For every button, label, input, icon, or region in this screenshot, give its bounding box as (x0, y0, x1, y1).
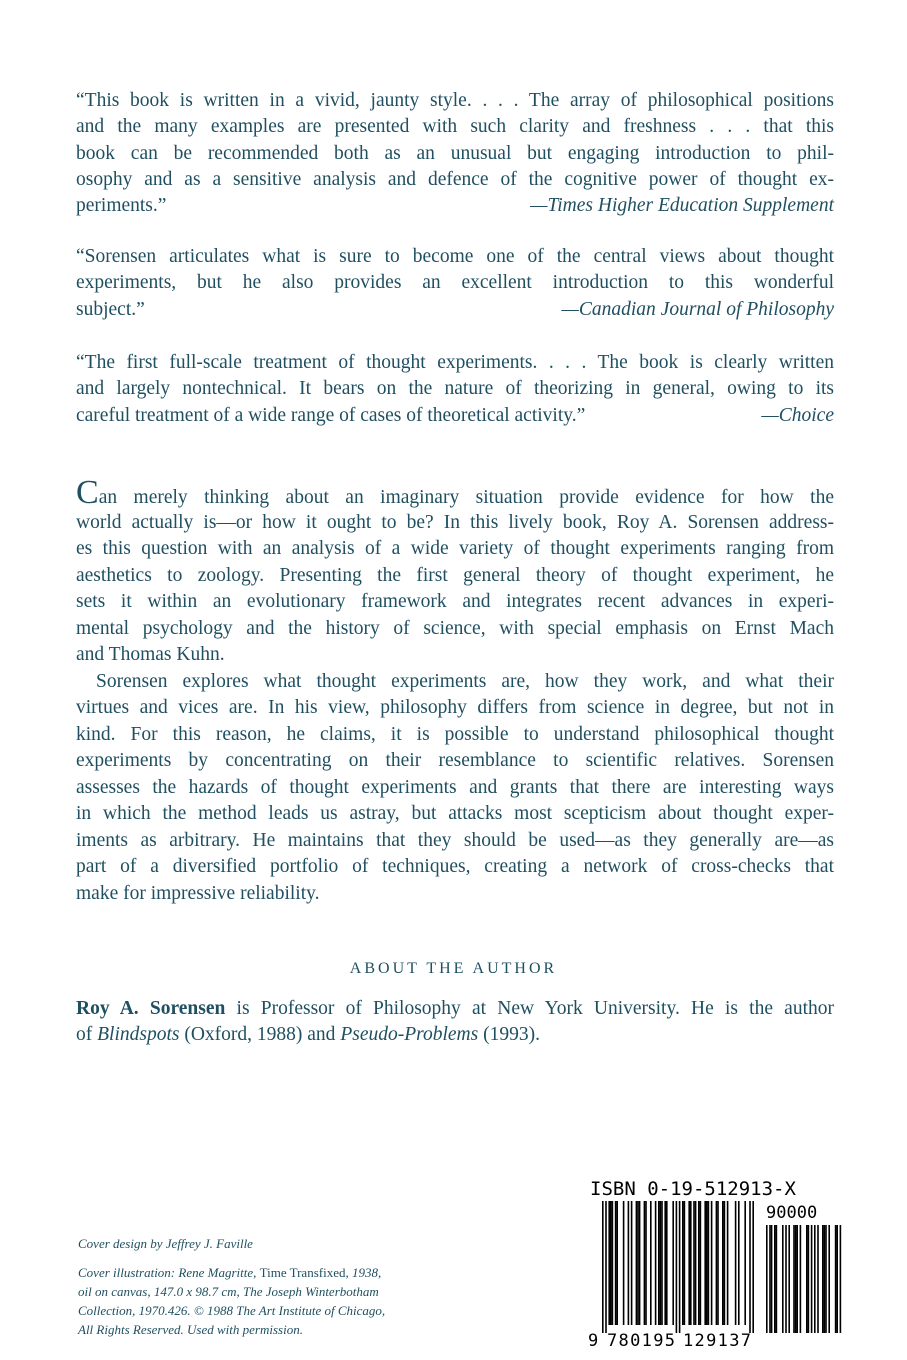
barcode-bar (682, 1201, 684, 1325)
addon-bar (769, 1225, 771, 1333)
line (76, 350, 834, 376)
line (76, 88, 834, 114)
barcode-bar (735, 1201, 737, 1325)
barcode-bar (717, 1201, 719, 1325)
barcode-bar (711, 1201, 713, 1325)
addon-bar (840, 1225, 842, 1333)
addon-bar (795, 1225, 797, 1333)
barcode-bar (645, 1201, 647, 1325)
barcode-bar (693, 1201, 695, 1325)
credit-text: All Rights Reserved. Used with permission. (78, 1322, 303, 1337)
bio-text: is Professor of Philosophy at New York University. He is the author (225, 998, 834, 1019)
text-line: periments.” (76, 195, 167, 217)
line (76, 403, 834, 429)
line (76, 748, 834, 775)
quote-source: —Times Higher Education Supplement (530, 195, 834, 217)
bio-text: (1993). (478, 1024, 540, 1046)
addon-bar (766, 1225, 768, 1333)
text-line: subject.” (76, 298, 145, 320)
line (76, 474, 834, 511)
barcode-bar (605, 1201, 607, 1333)
text-line: “The first full-scale treatment of thought experiments. . . . The book is clearly written (76, 352, 834, 373)
barcode-bar (688, 1201, 690, 1325)
text-line: “This book is written in a vivid, jaunty style. . . . The array of philosophical positions (76, 90, 834, 111)
text-line: iments as arbitrary. He maintains that they should be used—as they generally are—as (76, 829, 834, 851)
quote-source: —Canadian Journal of Philosophy (561, 298, 834, 320)
credit-text: oil on canvas, 147.0 x 98.7 cm, The Joseph Winterbotham (78, 1284, 379, 1299)
barcode-bar (666, 1201, 668, 1325)
barcode-bar (749, 1201, 751, 1333)
addon-bar (824, 1225, 826, 1333)
text-line: virtues and vices are. In his view, philosophy differs from science in degree, but not in (76, 697, 834, 718)
barcode-bar (716, 1201, 718, 1325)
text-line: sets it within an evolutionary framework and integrates recent advances in experi- (76, 591, 834, 612)
text-line: experiments by concentrating on their resemblance to scientific relatives. Sorensen (76, 750, 834, 771)
addon-bar (800, 1225, 802, 1333)
barcode-bar (661, 1201, 663, 1325)
review-quote-1 (76, 88, 834, 219)
barcode-bar (612, 1201, 614, 1325)
ean-right-digits: 129137 (683, 1331, 751, 1350)
drop-cap: C (76, 474, 99, 511)
quote-source: —Choice (761, 404, 834, 426)
barcode-bar (639, 1201, 641, 1325)
addon-bar (835, 1225, 837, 1333)
line (76, 642, 834, 669)
barcode-bar (706, 1201, 708, 1325)
barcode-bar (672, 1201, 674, 1325)
book-title: Pseudo-Problems (340, 1024, 479, 1046)
isbn-text: ISBN 0-19-512913-X (590, 1178, 796, 1200)
text-line: osophy and as a sensitive analysis and defence of the cognitive power of thought ex- (76, 168, 834, 190)
line (76, 167, 834, 193)
ean-left-digits: 780195 (607, 1331, 675, 1350)
artwork-title: Time Transfixed (259, 1265, 346, 1280)
line (76, 616, 834, 643)
line (76, 244, 834, 270)
text-line: and the many examples are presented with such clarity and freshness . . . that this (76, 116, 834, 138)
barcode-bar (722, 1201, 724, 1325)
barcode-bar (744, 1201, 746, 1325)
barcode-bar (695, 1201, 697, 1325)
addon-bar (796, 1225, 798, 1333)
addon-bar (806, 1225, 808, 1333)
line (76, 775, 834, 802)
cover-design-credit: Cover design by Jeffrey J. Faville (78, 1236, 253, 1251)
barcode-bar (690, 1201, 692, 1325)
credit-text: , 1938, (345, 1265, 382, 1280)
addon-bar (774, 1225, 776, 1333)
book-description (76, 474, 834, 907)
barcode-bar (700, 1201, 702, 1325)
text-line: es this question with an analysis of a wide variety of thought experiments ranging from (76, 538, 834, 559)
text-line: make for impressive reliability. (76, 882, 320, 904)
line (76, 801, 834, 828)
text-line: kind. For this reason, he claims, it is possible to understand philosophical thought (76, 723, 834, 745)
barcode-bar (738, 1201, 740, 1325)
barcode-bar (679, 1201, 681, 1333)
line (76, 669, 834, 696)
barcode-bar (608, 1201, 610, 1325)
ean-first-digit: 9 (588, 1331, 599, 1350)
addon-digits: 90000 (766, 1203, 818, 1223)
barcode-bar (664, 1201, 666, 1325)
barcode-bar (616, 1201, 618, 1325)
barcode-bar (636, 1201, 638, 1325)
line (76, 114, 834, 140)
line (76, 854, 834, 881)
addon-bar (808, 1225, 810, 1333)
barcode-bar (650, 1201, 652, 1325)
line (76, 141, 834, 167)
barcode-bar (637, 1201, 639, 1325)
line (76, 193, 834, 219)
addon-bar (811, 1225, 813, 1333)
line (76, 270, 834, 296)
isbn-barcode (588, 1175, 843, 1350)
barcode-bar (615, 1201, 617, 1325)
addon-bar (793, 1225, 795, 1333)
barcode-bar (658, 1201, 660, 1325)
addon-bar (785, 1225, 787, 1333)
barcode-bar (644, 1201, 646, 1325)
barcode-bar (660, 1201, 662, 1325)
barcode-bar (676, 1201, 678, 1333)
barcode-bar (628, 1201, 630, 1325)
barcode-bar (724, 1201, 726, 1325)
line (76, 510, 834, 537)
barcode-bar (631, 1201, 633, 1325)
text-line: and largely nontechnical. It bears on the nature of theorizing in general, owing to its (76, 378, 834, 400)
credit-text: Cover illustration: Rene Magritte, (78, 1265, 260, 1280)
line (76, 881, 834, 908)
line (76, 297, 834, 323)
barcode-bar (623, 1201, 625, 1325)
author-bio (76, 996, 834, 1049)
about-author-heading: ABOUT THE AUTHOR (349, 960, 558, 977)
text-line: Sorensen explores what thought experiments are, how they work, and what their (96, 670, 834, 692)
barcode-bar (698, 1201, 700, 1325)
text-line: assesses the hazards of thought experiments and grants that there are interesting ways (76, 776, 834, 798)
text-line: and Thomas Kuhn. (76, 644, 225, 665)
barcode-bar (708, 1201, 710, 1325)
addon-bar (776, 1225, 778, 1333)
addon-bar (822, 1225, 824, 1333)
barcode-bar (655, 1201, 657, 1325)
addon-bar (836, 1225, 838, 1333)
addon-bar (782, 1225, 784, 1333)
credit-text: Collection, 1970.426. © 1988 The Art Institute of Chicago, (78, 1303, 386, 1318)
barcode-bar (684, 1201, 686, 1325)
addon-bar (825, 1225, 827, 1333)
bio-text: (Oxford, 1988) and (179, 1024, 341, 1046)
addon-bar (771, 1225, 773, 1333)
line (76, 376, 834, 402)
line (76, 563, 834, 590)
text-line: “Sorensen articulates what is sure to become one of the central views about thought (76, 246, 834, 267)
line (76, 536, 834, 563)
line (76, 695, 834, 722)
barcode-bar (704, 1201, 706, 1325)
line (76, 722, 834, 749)
text-line: book can be recommended both as an unusual but engaging introduction to phil- (76, 142, 834, 164)
text-line: aesthetics to zoology. Presenting the first general theory of thought experiment, he (76, 564, 834, 586)
text-line: in which the method leads us astray, but attacks most scepticism about thought exper- (76, 803, 834, 824)
bio-text: of (76, 1024, 98, 1046)
addon-bar (788, 1225, 790, 1333)
line (76, 589, 834, 616)
book-title: Blindspots (97, 1024, 180, 1046)
text-line: careful treatment of a wide range of cases of theoretical activity.” (76, 404, 586, 426)
barcode-bar (752, 1201, 754, 1333)
line (76, 828, 834, 855)
text-line: mental psychology and the history of science, with special emphasis on Ernst Mach (76, 617, 834, 639)
barcode-bar (727, 1201, 729, 1325)
addon-bar (828, 1225, 830, 1333)
text-line: world actually is—or how it ought to be? In this lively book, Roy A. Sorensen address- (76, 511, 834, 533)
cover-illustration-credit (78, 1263, 385, 1339)
author-name: Roy A. Sorensen (76, 998, 226, 1019)
text-line: an merely thinking about an imaginary situation provide evidence for how the (98, 487, 834, 508)
addon-bar (817, 1225, 819, 1333)
text-line: experiments, but he also provides an excellent introduction to this wonderful (76, 272, 834, 294)
review-quote-3 (76, 350, 834, 429)
text-line: part of a diversified portfolio of techniques, creating a network of cross-checks that (76, 856, 834, 877)
barcode-bar (602, 1201, 604, 1333)
review-quote-2 (76, 244, 834, 323)
addon-bar (814, 1225, 816, 1333)
barcode-bar (610, 1201, 612, 1325)
